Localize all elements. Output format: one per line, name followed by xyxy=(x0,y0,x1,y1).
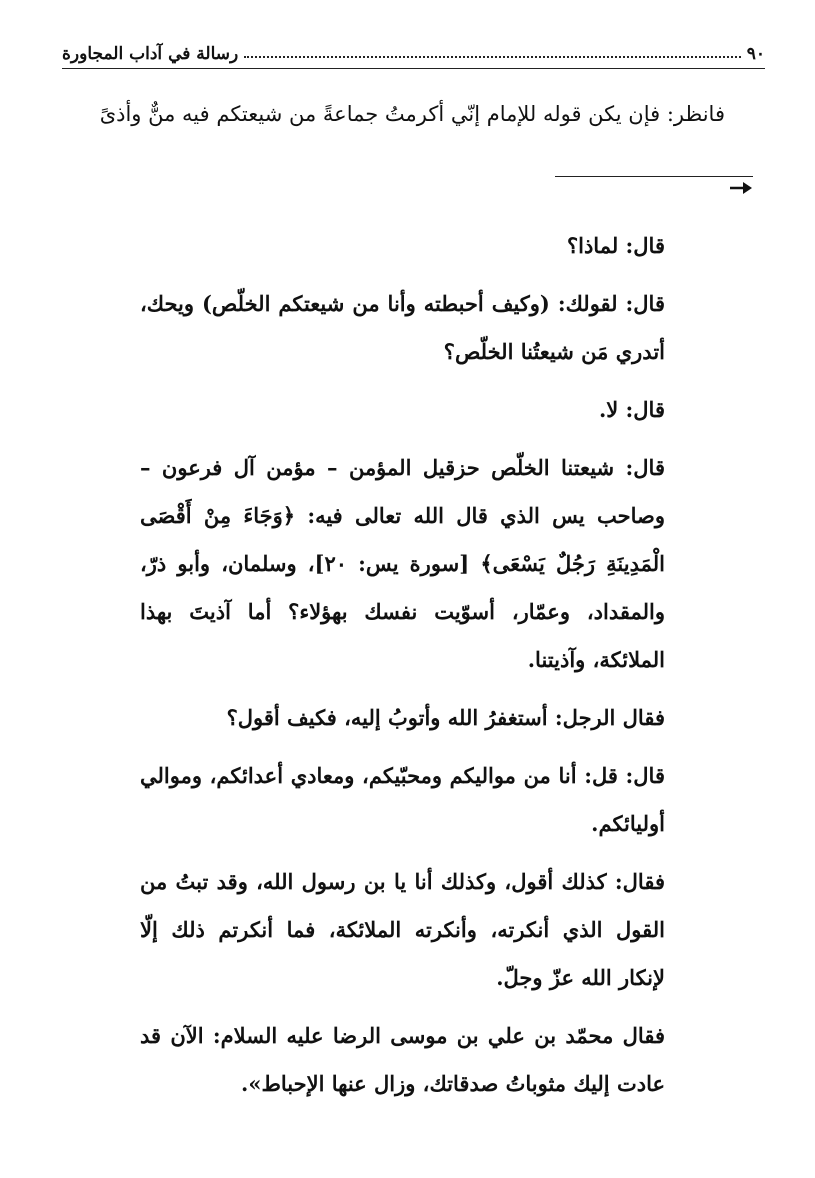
footnote-continuation: فانظر: فإن يكن قوله للإمام إنّي أكرمتُ جماعةً من شيعتكم فيه منٌّ وأذىً xyxy=(99,102,725,126)
running-title: رسالة في آداب المجاورة xyxy=(62,44,239,64)
paragraph: قال: قل: أنا من مواليكم ومحبّيكم، ومعادي أعدائكم، وموالي أوليائكم. xyxy=(140,763,665,836)
paragraph: قال: شيعتنا الخلّص حزقيل المؤمن – مؤمن آل فرعون – وصاحب يس الذي قال الله تعالى فيه: ﴿وَجَاءَ مِنْ أَقْصَى الْمَدِينَةِ رَجُلٌ يَسْعَى﴾ [سورة يس: ٢٠]، وسلمان، وأبو ذرّ، والمقداد، وعمّار، أسوّيت نفسك بهؤلاء؟ أما آذيتَ بهذا الملائكة، وآذيتنا. xyxy=(140,455,665,672)
paragraph: قال: لا. xyxy=(598,397,665,422)
footnote-separator xyxy=(555,176,753,177)
running-header xyxy=(62,30,765,64)
header-leader-dots xyxy=(244,55,741,58)
paragraph: قال: لقولك: (وكيف أحبطته وأنا من شيعتكم الخلّص) ويحك، أتدري مَن شيعتُنا الخلّص؟ xyxy=(140,291,665,364)
paragraph: قال: لماذا؟ xyxy=(566,233,665,258)
continuation-arrow-icon xyxy=(728,176,754,200)
page-number: ٩٠ xyxy=(746,44,765,64)
paragraph: فقال الرجل: أستغفرُ الله وأتوبُ إليه، فكيف أقول؟ xyxy=(226,705,665,730)
main-text xyxy=(140,222,665,1118)
paragraph: فقال: كذلك أقول، وكذلك أنا يا بن رسول الله، وقد تبتُ من القول الذي أنكرته، وأنكرته الملائكة، فما أنكرتم ذلك إلّا لإنكار الله عزّ وجلّ. xyxy=(140,869,665,990)
header-rule xyxy=(62,68,765,69)
paragraph: فقال محمّد بن علي بن موسى الرضا عليه السلام: الآن قد عادت إليك مثوباتُ صدقاتك، وزال عنها الإحباط». xyxy=(140,1023,665,1096)
